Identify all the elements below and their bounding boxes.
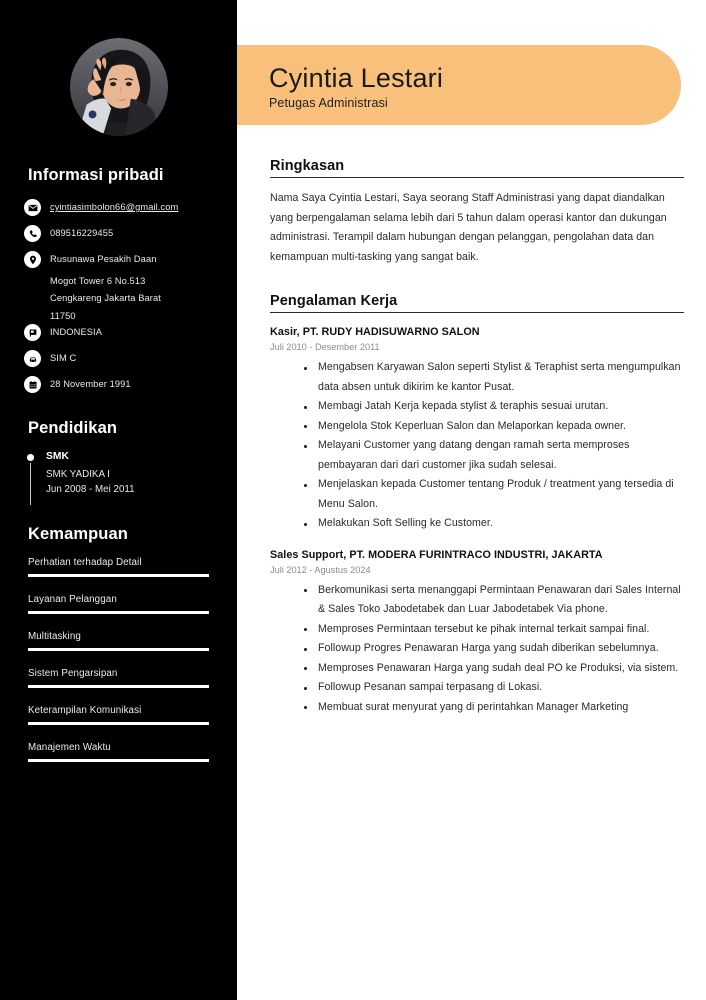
skills-heading: Kemampuan xyxy=(28,525,128,543)
list-item: Mengabsen Karyawan Salon seperti Stylist & Teraphist serta mengumpulkan data absen untuk dikirim ke kantor Pusat. xyxy=(304,358,684,397)
nationality-value: INDONESIA xyxy=(50,327,103,337)
contact-item-nationality xyxy=(24,324,223,341)
timeline-line xyxy=(30,463,31,505)
skill-item xyxy=(28,630,209,651)
contact-item-license xyxy=(24,350,223,367)
profile-photo-container xyxy=(0,0,237,152)
list-item: Membuat surat menyurat yang di perintahkan Manager Marketing xyxy=(304,698,684,718)
skill-level-bar xyxy=(28,611,209,614)
skill-item xyxy=(28,704,209,725)
list-item: Mengelola Stok Keperluan Salon dan Melaporkan kepada owner. xyxy=(304,417,684,437)
skill-item xyxy=(28,556,209,577)
calendar-icon xyxy=(24,376,41,393)
list-item: Menjelaskan kepada Customer tentang Produk / treatment yang tersedia di Menu Salon. xyxy=(304,475,684,514)
timeline-dot-icon xyxy=(27,454,34,461)
list-item: Membagi Jatah Kerja kepada stylist & teraphis sesuai urutan. xyxy=(304,397,684,417)
contact-item-birthdate xyxy=(24,376,223,393)
list-item: Melakukan Soft Selling ke Customer. xyxy=(304,514,684,534)
summary-section xyxy=(270,158,684,267)
summary-text: Nama Saya Cyintia Lestari, Saya seorang Staff Administrasi yang dapat diandalkan yang berpengalaman selama lebih dari 5 tahun dalam operasi kantor dan dukungan administrasi. Terampil dalam hubungan dengan pelanggan, pengolahan data dan kemampuan multi-tasking yang sangat baik. xyxy=(270,192,667,263)
contact-item-address xyxy=(24,251,223,268)
education-heading: Pendidikan xyxy=(28,419,118,437)
job-dates: Juli 2010 - Desember 2011 xyxy=(270,342,380,352)
skill-level-bar xyxy=(28,648,209,651)
skill-level-bar xyxy=(28,685,209,688)
list-item: Berkomunikasi serta menanggapi Permintaan Penawaran dari Sales Internal & Sales Toko Jabodetabek dan Luar Jabodetabek Via phone. xyxy=(304,581,684,620)
education-school: SMK YADIKA I xyxy=(46,469,110,480)
experience-heading: Pengalaman Kerja xyxy=(270,293,684,313)
job-title: Kasir, PT. RUDY HADISUWARNO SALON xyxy=(270,326,480,338)
list-item: Memproses Permintaan tersebut ke pihak internal terkait sampai final. xyxy=(304,620,684,640)
contact-item-phone[interactable] xyxy=(24,225,223,242)
skill-level-bar xyxy=(28,574,209,577)
job-duties-list xyxy=(270,358,684,534)
skill-item xyxy=(28,741,209,762)
skill-item xyxy=(28,593,209,614)
job-duties-list xyxy=(270,581,684,718)
experience-item xyxy=(270,548,684,718)
skill-item xyxy=(28,667,209,688)
address-line-1: Rusunawa Pesakih Daan xyxy=(50,254,157,264)
list-item: Memproses Penawaran Harga yang sudah deal PO ke Produksi, via sistem. xyxy=(304,659,684,679)
skills-list xyxy=(0,556,237,762)
skill-label: Keterampilan Komunikasi xyxy=(28,705,142,716)
address-line-2: Mogot Tower 6 No.513 xyxy=(50,276,146,286)
main-content xyxy=(237,0,706,1000)
list-item: Followup Pesanan sampai terpasang di Lokasi. xyxy=(304,678,684,698)
envelope-icon xyxy=(24,199,41,216)
skill-label: Perhatian terhadap Detail xyxy=(28,557,142,568)
address-line-3: Cengkareng Jakarta Barat xyxy=(50,293,161,303)
job-role-subtitle: Petugas Administrasi xyxy=(269,96,388,110)
summary-heading: Ringkasan xyxy=(270,158,684,178)
skill-label: Manajemen Waktu xyxy=(28,742,111,753)
map-pin-icon xyxy=(24,251,41,268)
contact-item-email[interactable] xyxy=(24,199,223,216)
email-value[interactable]: cyintiasimbolon66@gmail.com xyxy=(50,202,179,212)
skill-level-bar xyxy=(28,722,209,725)
personal-info-heading: Informasi pribadi xyxy=(28,166,164,184)
contact-list xyxy=(0,199,237,393)
address-postal-code: 11750 xyxy=(50,311,76,321)
birthdate-value: 28 November 1991 xyxy=(50,379,131,389)
page-title: Cyintia Lestari xyxy=(269,63,444,93)
flag-icon xyxy=(24,324,41,341)
education-degree: SMK xyxy=(46,451,69,462)
portrait-photo-icon xyxy=(70,38,168,136)
phone-value: 089516229455 xyxy=(50,228,114,238)
skill-label: Multitasking xyxy=(28,631,81,642)
education-timeline xyxy=(26,454,35,505)
job-dates: Juli 2012 - Agustus 2024 xyxy=(270,564,371,575)
car-icon xyxy=(24,350,41,367)
skill-label: Sistem Pengarsipan xyxy=(28,668,118,679)
experience-item xyxy=(270,325,684,534)
sidebar xyxy=(0,0,237,1000)
education-entry xyxy=(0,450,237,497)
license-value: SIM C xyxy=(50,353,77,363)
education-dates: Jun 2008 - Mei 2011 xyxy=(46,484,135,495)
skill-label: Layanan Pelanggan xyxy=(28,594,117,605)
list-item: Melayani Customer yang datang dengan ramah serta memproses pembayaran dari dari customer jika sudah selesai. xyxy=(304,436,684,475)
experience-section xyxy=(270,293,684,717)
list-item: Followup Progres Penawaran Harga yang sudah diberikan sebelumnya. xyxy=(304,639,684,659)
job-title: Sales Support, PT. MODERA FURINTRACO INDUSTRI, JAKARTA xyxy=(270,548,603,561)
skill-level-bar xyxy=(28,759,209,762)
avatar xyxy=(70,38,168,136)
name-banner xyxy=(237,45,681,125)
phone-icon xyxy=(24,225,41,242)
